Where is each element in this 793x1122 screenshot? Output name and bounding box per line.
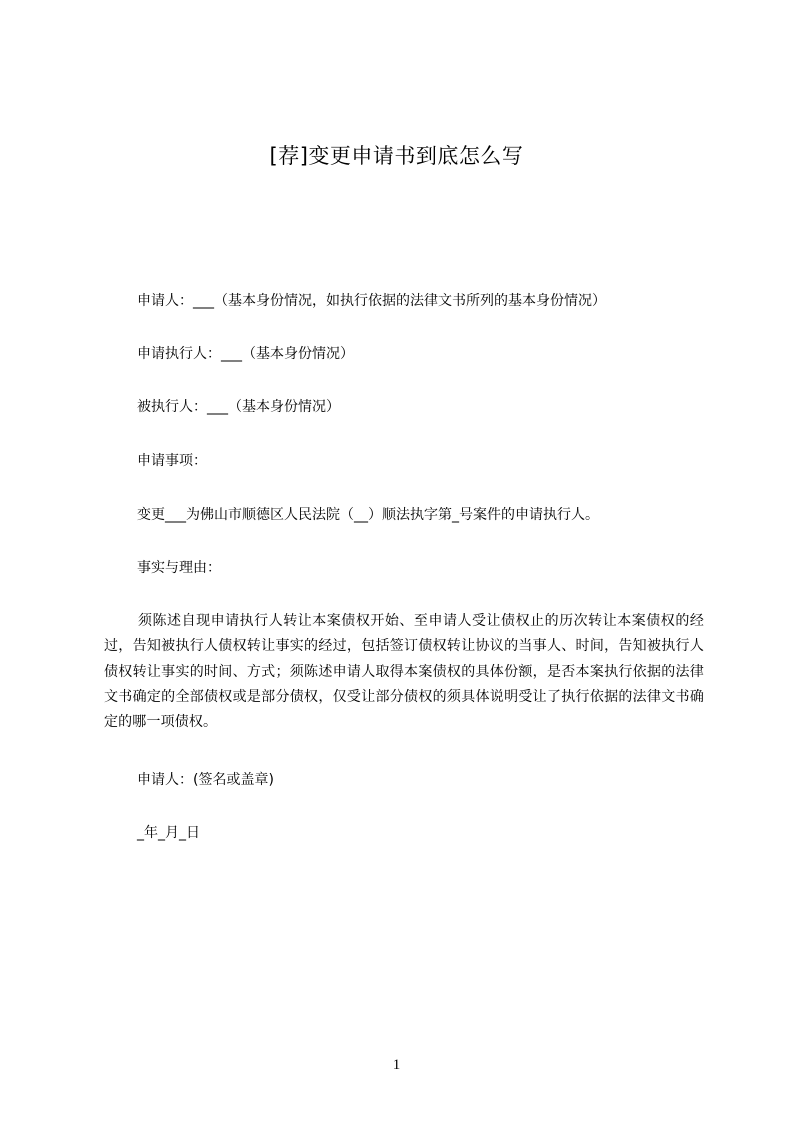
matters-heading: 申请事项： bbox=[137, 453, 207, 469]
date-line: _年_月_日 bbox=[137, 825, 200, 841]
applicant-line: 申请人：___（基本身份情况，如执行依据的法律文书所列的基本身份情况） bbox=[137, 293, 606, 309]
signature-line: 申请人：(签名或盖章) bbox=[137, 772, 274, 788]
page-number: 1 bbox=[392, 1057, 401, 1073]
facts-heading: 事实与理由： bbox=[137, 560, 221, 576]
respondent-line: 被执行人：___（基本身份情况） bbox=[137, 399, 340, 415]
matters-body: 变更___为佛山市顺德区人民法院（__）顺法执字第_号案件的申请执行人。 bbox=[137, 507, 599, 523]
enforcement-applicant-line: 申请执行人：___（基本身份情况） bbox=[137, 346, 354, 362]
document-title: [荐]变更申请书到底怎么写 bbox=[269, 144, 524, 168]
facts-body-paragraph: 须陈述自现申请执行人转让本案债权开始、至申请人受让债权止的历次转让本案债权的经过，告知被执行人债权转让事实的经过，包括签订债权转让协议的当事人、时间，告知被执行人债权转让事实的时间、方式；须陈述申请人取得本案债权的具体份额，是否本案执行依据的法律文书确定的全部债权或是部分债权，仅受让部分债权的须具体说明受让了执行依据的法律文书确定的哪一项债权。 bbox=[104, 613, 704, 731]
